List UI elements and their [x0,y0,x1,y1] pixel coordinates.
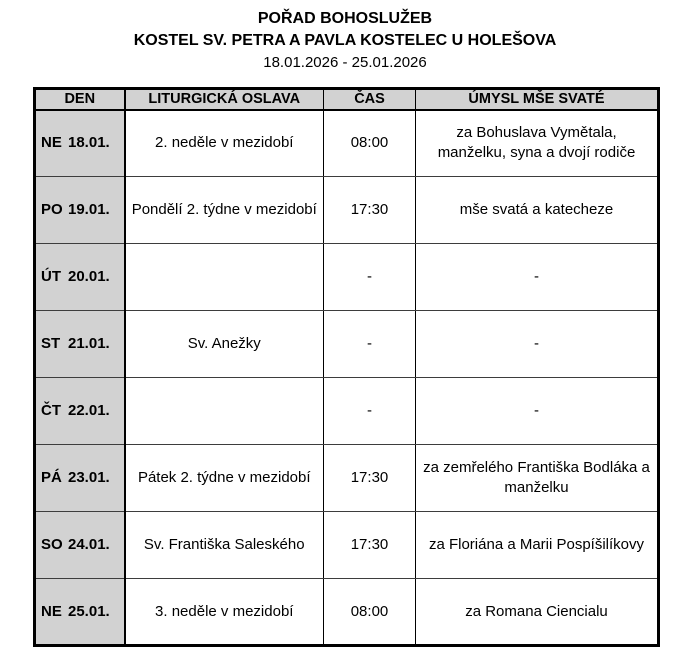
time-cell: 17:30 [324,512,416,579]
day-cell [35,579,125,646]
celebration-cell [125,378,324,445]
table-row [35,177,659,244]
day-date: 23.01. [68,469,110,486]
day-date: 22.01. [68,402,110,419]
day-date: 19.01. [68,201,110,218]
day-abbr: ST [41,335,61,352]
intention-cell: - [416,244,659,311]
schedule-table [33,87,660,647]
time-cell: - [324,244,416,311]
celebration-cell: Sv. Františka Saleského [125,512,324,579]
intention-cell: za Bohuslava Vymětala, manželku, syna a dvojí rodiče [416,110,659,177]
day-cell [35,512,125,579]
time-cell: - [324,311,416,378]
intention-cell: mše svatá a katecheze [416,177,659,244]
intention-cell: - [416,378,659,445]
day-abbr: NE [41,602,62,620]
day-abbr: ÚT [41,268,61,285]
day-cell [35,378,125,445]
table-row [35,512,659,579]
column-header-liturgicka-oslava: LITURGICKÁ OSLAVA [125,89,324,110]
table-row [35,311,659,378]
day-cell [35,244,125,311]
table-row [35,244,659,311]
day-abbr: NE [41,134,62,152]
day-abbr: PO [41,201,63,218]
day-date: 25.01. [68,602,110,620]
celebration-cell: Pátek 2. týdne v mezidobí [125,445,324,512]
day-cell [35,177,125,244]
header-row [35,89,659,110]
intention-cell: za zemřelého Františka Bodláka a manželku [416,445,659,512]
day-abbr: SO [41,536,63,553]
column-header-den: DEN [35,89,125,110]
date-range: 18.01.2026 - 25.01.2026 [263,54,427,71]
day-cell [35,311,125,378]
document-header [33,0,657,74]
day-date: 20.01. [68,268,110,285]
day-abbr: PÁ [41,469,62,486]
day-date: 21.01. [68,335,110,352]
time-cell: 08:00 [324,110,416,177]
celebration-cell: 2. neděle v mezidobí [125,110,324,177]
table-row [35,445,659,512]
celebration-cell: 3. neděle v mezidobí [125,579,324,646]
celebration-cell [125,244,324,311]
column-header-cas: ČAS [324,89,416,110]
day-date: 18.01. [68,134,110,152]
intention-cell: za Romana Ciencialu [416,579,659,646]
day-abbr: ČT [41,402,61,419]
time-cell: 08:00 [324,579,416,646]
day-cell [35,110,125,177]
intention-cell: za Floriána a Marii Pospíšilíkovy [416,512,659,579]
time-cell: - [324,378,416,445]
table-row [35,378,659,445]
time-cell: 17:30 [324,445,416,512]
day-cell [35,445,125,512]
celebration-cell: Pondělí 2. týdne v mezidobí [125,177,324,244]
table-row [35,579,659,646]
celebration-cell: Sv. Anežky [125,311,324,378]
church-name: KOSTEL SV. PETRA A PAVLA KOSTELEC U HOLEŠOVA [133,32,557,49]
table-row [35,110,659,177]
day-date: 24.01. [68,536,110,553]
column-header-umysl-mse-svate: ÚMYSL MŠE SVATÉ [416,89,659,110]
time-cell: 17:30 [324,177,416,244]
intention-cell: - [416,311,659,378]
page-title: POŘAD BOHOSLUŽEB [257,10,433,27]
